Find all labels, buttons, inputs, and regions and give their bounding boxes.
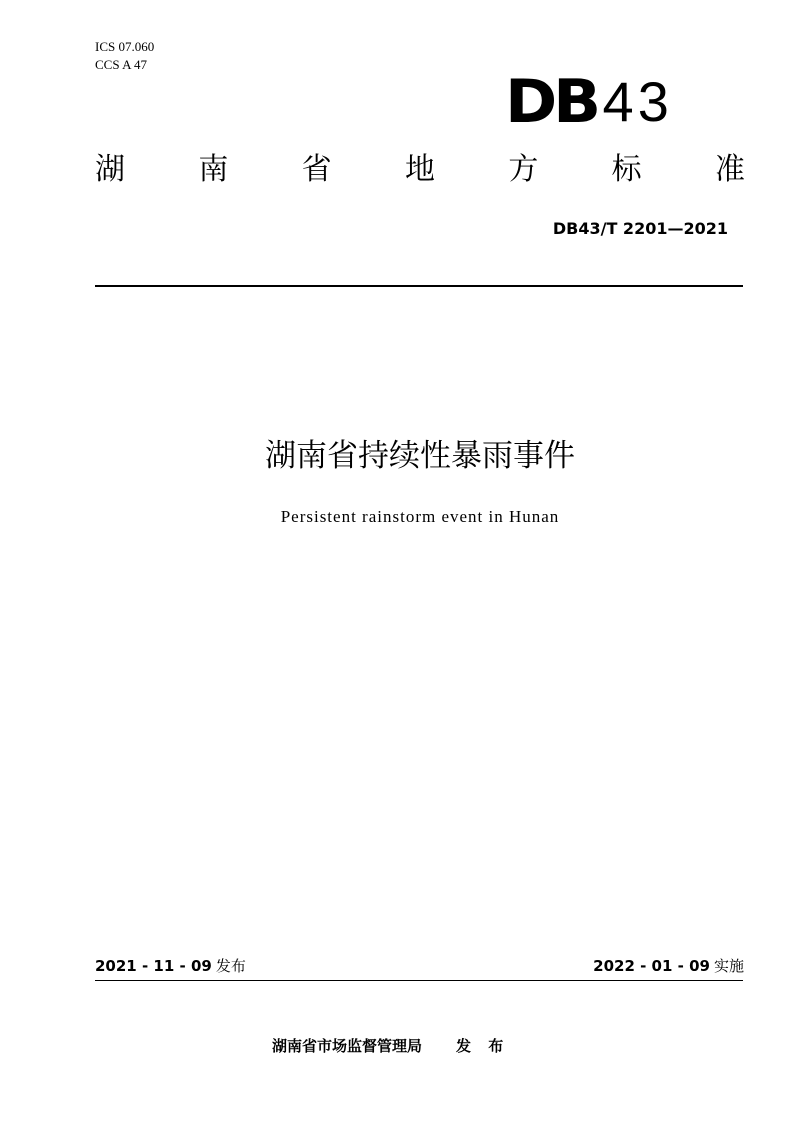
heading-char: 南 — [198, 152, 229, 187]
implementation-date: 2022 - 01 - 09 — [593, 957, 710, 975]
ics-code: ICS 07.060 — [95, 39, 155, 54]
implementation-label: 实施 — [713, 957, 744, 975]
issue-label: 发布 — [215, 957, 246, 975]
publisher-action: 发 布 — [456, 1037, 510, 1055]
document-title-chinese: 湖南省持续性暴雨事件 — [265, 438, 575, 474]
heading-char: 标 — [611, 152, 642, 187]
heading-char: 地 — [404, 152, 435, 187]
heading-char: 方 — [508, 152, 539, 187]
heading-char: 准 — [714, 152, 745, 187]
heading-char: 湖 — [95, 152, 125, 187]
issue-date: 2021 - 11 - 09 — [95, 957, 212, 975]
db-mark-number: 43 — [602, 70, 673, 133]
publisher-name: 湖南省市场监督管理局 — [272, 1037, 423, 1055]
standard-type-heading — [95, 148, 745, 192]
classification-codes — [95, 38, 154, 74]
footer-divider — [95, 980, 743, 981]
issue-date-block — [95, 955, 246, 977]
standard-code: DB43/T 2201—2021 — [552, 219, 728, 238]
header-divider — [95, 285, 743, 287]
publisher-line — [272, 1035, 509, 1057]
heading-char: 省 — [301, 152, 332, 187]
implementation-date-block — [593, 955, 744, 977]
db-mark-letters: DB — [505, 67, 597, 137]
db-standard-mark — [505, 67, 673, 137]
document-title-english: Persistent rainstorm event in Hunan — [280, 507, 560, 526]
ccs-code: CCS A 47 — [95, 57, 148, 72]
